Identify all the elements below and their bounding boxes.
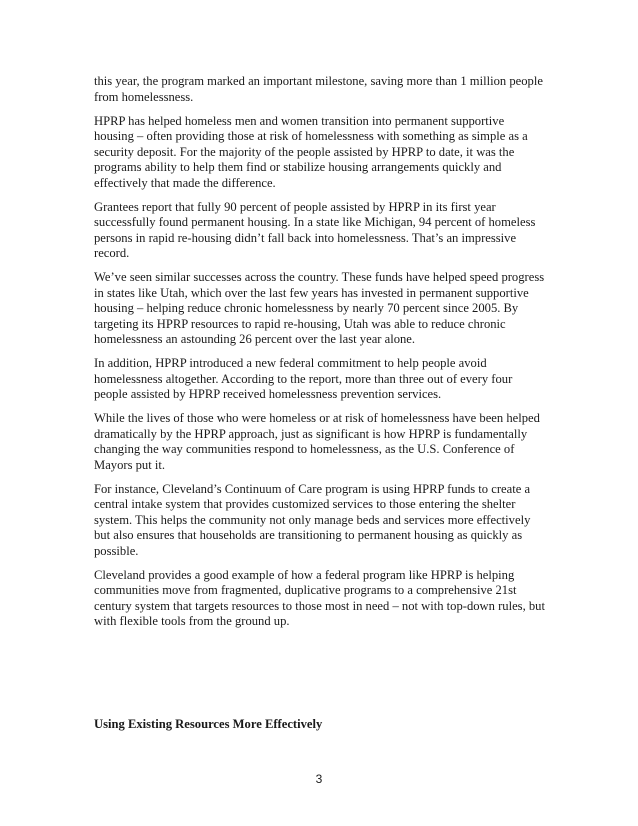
paragraph-milestone: this year, the program marked an important milestone, saving more than 1 million people from homelessness.	[94, 74, 543, 104]
paragraph-cleveland-example: Cleveland provides a good example of how a federal program like HPRP is helping communities move from fragmented, duplicative programs to a comprehensive 21st century system that targets resources to those most in need – not with top-down rules, but with flexible tools from the ground up.	[94, 567, 545, 628]
page-number: 3	[315, 772, 323, 786]
paragraph-federal-commitment: In addition, HPRP introduced a new federal commitment to help people avoid homelessness altogether. According to the report, more than three out of every four people assisted by HPRP received homelessness prevention services.	[94, 356, 513, 401]
paragraph-communities-respond: While the lives of those who were homeless or at risk of homelessness have been helped dramatically by the HPRP approach, just as significant is how HPRP is fundamentally changing the way communities respond to homelessness, as the U.S. Conference of Mayors put it.	[94, 411, 540, 472]
paragraph-utah-successes: We’ve seen similar successes across the country. These funds have helped speed progress in states like Utah, which over the last few years has invested in permanent supportive housing – helping reduce chronic homelessness by nearly 70 percent since 2005. By targeting its HPRP resources to rapid re-housing, Utah was able to reduce chronic homelessness an astounding 26 percent over the last year alone.	[94, 270, 545, 346]
body-text	[94, 74, 546, 638]
section-heading: Using Existing Resources More Effectively	[94, 717, 323, 731]
paragraph-permanent-housing: HPRP has helped homeless men and women transition into permanent supportive housing – often providing those at risk of homelessness with something as simple as a security deposit. For the majority of the people assisted by HPRP to date, it was the programs ability to help them find or stabilize housing arrangements quickly and effectively that made the difference.	[94, 113, 528, 190]
paragraph-grantees-report: Grantees report that fully 90 percent of people assisted by HPRP in its first year successfully found permanent housing. In a state like Michigan, 94 percent of homeless persons in rapid re-housing didn’t fall back into homelessness. That’s an impressive record.	[94, 199, 536, 260]
paragraph-cleveland-intake: For instance, Cleveland’s Continuum of Care program is using HPRP funds to create a central intake system that provides customized services to those entering the shelter system. This helps the community not only manage beds and services more effectively but also ensures that households are transitioning to permanent housing as quickly as possible.	[94, 481, 531, 558]
